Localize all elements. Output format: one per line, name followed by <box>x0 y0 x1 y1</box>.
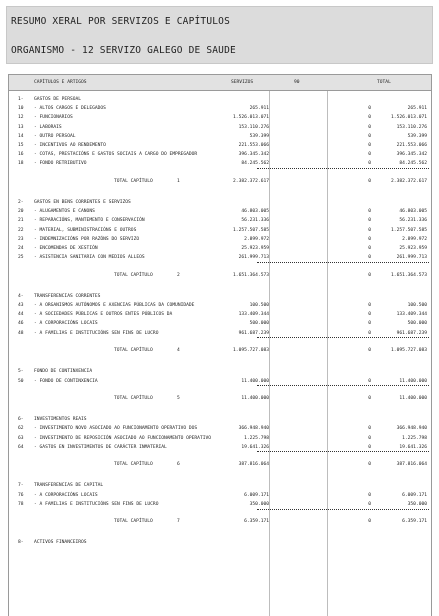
chapter-heading <box>9 292 431 301</box>
article-code: 12 <box>18 115 24 121</box>
article-description: - A FAMILIAS E INSTITUCIÓNS SEN FINS DE LUCRO <box>34 330 159 336</box>
value-total: 1.526.013.071 <box>391 115 427 121</box>
value-total: 2.899.972 <box>402 236 427 242</box>
value-col80: 0 <box>368 312 371 318</box>
chapter-total-number: 1 <box>177 178 180 184</box>
subtotal-separator <box>257 168 429 169</box>
table-row <box>9 500 431 509</box>
chapter-total-col90: 2.382.372.617 <box>233 178 269 184</box>
article-code: 15 <box>18 143 24 148</box>
table-row <box>9 104 431 113</box>
value-col90: 539.399 <box>249 133 269 139</box>
article-code: 24 <box>18 246 24 252</box>
value-col80: 0 <box>368 227 371 233</box>
header-total: TOTAL <box>377 80 391 85</box>
chapter-total-col80: 0 <box>368 396 371 401</box>
value-total: 6.009.171 <box>402 492 427 498</box>
chapter-heading <box>9 538 431 547</box>
value-col90: 84.245.562 <box>241 161 269 167</box>
article-description: - ALTOS CARGOS E DELEGADOS <box>34 106 106 112</box>
table-row <box>9 244 431 253</box>
table-row <box>9 216 431 225</box>
value-total: 1.257.507.585 <box>391 227 427 233</box>
table-row <box>9 113 431 122</box>
chapter-code: 2- <box>18 200 24 206</box>
chapter-total-value: 1.651.364.573 <box>391 272 427 278</box>
header-chapters: CAPÍTULOS E ARTIGOS <box>34 80 87 85</box>
article-description: - FUNCIONARIOS <box>34 115 73 121</box>
article-code: 25 <box>18 255 24 261</box>
chapter-title: INVESTIMENTOS REAIS <box>34 417 87 423</box>
subtotal-separator <box>257 451 429 452</box>
table-row <box>9 141 431 150</box>
article-code: 22 <box>18 227 24 233</box>
value-total: 261.999.713 <box>396 255 427 261</box>
article-description: - ASISTENCIA SANITARIA CON MEDIOS ALLEOS <box>34 255 145 261</box>
value-col90: 2.899.972 <box>244 236 269 242</box>
value-total: 350.000 <box>407 501 427 507</box>
article-code: 50 <box>18 378 24 384</box>
article-code: 43 <box>18 303 24 309</box>
article-description: - INDEMNIZACIÓNS POR RAZÓNS DO SERVIZO <box>34 236 140 242</box>
value-total: 11.400.000 <box>399 378 427 384</box>
chapter-title: GASTOS EN BENS CORRENTES E SERVIZOS <box>34 200 131 206</box>
article-code: 63 <box>18 435 24 441</box>
value-total: 84.245.562 <box>399 161 427 167</box>
chapter-code: 5- <box>18 369 24 375</box>
table-row <box>9 319 431 328</box>
value-col90: 11.400.000 <box>241 378 269 384</box>
chapter-total-row <box>9 177 431 186</box>
chapter-heading <box>9 198 431 207</box>
chapter-total-row <box>9 517 431 526</box>
chapter-code: 8- <box>18 540 24 546</box>
chapter-total-label: TOTAL CAPÍTULO <box>114 462 153 468</box>
chapter-total-col90: 11.400.000 <box>241 396 269 401</box>
chapter-total-number: 4 <box>177 348 180 354</box>
article-description: - INCENTIVOS AO RENDEMENTO <box>34 143 106 148</box>
value-total: 221.553.066 <box>396 143 427 148</box>
table-row <box>9 329 431 338</box>
value-col90: 366.948.940 <box>238 426 269 432</box>
article-code: 78 <box>18 501 24 507</box>
value-col90: 396.345.342 <box>238 152 269 158</box>
article-description: - COTAS, PRESTACIÓNS E GASTOS SOCIAIS A CARGO DO EMPREGADOR <box>34 152 198 158</box>
report-header <box>6 6 433 64</box>
chapter-total-value: 1.095.727.083 <box>391 348 427 354</box>
chapter-total-row <box>9 394 431 403</box>
article-code: 18 <box>18 161 24 167</box>
chapter-total-label: TOTAL CAPÍTULO <box>114 272 153 278</box>
chapter-total-col80: 0 <box>368 519 371 525</box>
table-row <box>9 443 431 452</box>
value-total: 133.409.344 <box>396 312 427 318</box>
article-code: 16 <box>18 152 24 158</box>
value-total: 56.231.336 <box>399 218 427 224</box>
chapter-total-label: TOTAL CAPÍTULO <box>114 396 153 401</box>
chapter-total-row <box>9 271 431 280</box>
header-col90: 90 <box>294 80 300 85</box>
value-col80: 0 <box>368 378 371 384</box>
value-col80: 0 <box>368 330 371 336</box>
article-code: 10 <box>18 106 24 112</box>
article-code: 76 <box>18 492 24 498</box>
article-description: - ALUGAMENTOS E CANONS <box>34 209 95 215</box>
value-total: 19.641.326 <box>399 444 427 450</box>
chapter-total-col80: 0 <box>368 272 371 278</box>
value-col90: 19.641.326 <box>241 444 269 450</box>
value-col90: 46.803.005 <box>241 209 269 215</box>
value-col80: 0 <box>368 133 371 139</box>
article-description: - LABORAIS <box>34 124 62 130</box>
value-total: 539.399 <box>407 133 427 139</box>
chapter-total-number: 5 <box>177 396 180 401</box>
value-col90: 100.500 <box>249 303 269 309</box>
value-col90: 6.009.171 <box>244 492 269 498</box>
article-description: - A SOCIEDADES PÚBLICAS E OUTROS ENTES PÚBLICOS DA <box>34 312 173 318</box>
chapter-total-label: TOTAL CAPÍTULO <box>114 519 153 525</box>
subtotal-separator <box>257 385 429 386</box>
value-col80: 0 <box>368 426 371 432</box>
chapter-title: TRANSFERENCIAS CORRENTES <box>34 293 101 299</box>
table-row <box>9 235 431 244</box>
chapter-title: ACTIVOS FINANCEIROS <box>34 540 87 546</box>
value-col80: 0 <box>368 209 371 215</box>
table-row <box>9 434 431 443</box>
value-total: 153.110.276 <box>396 124 427 130</box>
chapter-code: 4- <box>18 293 24 299</box>
article-description: - A CORPORACIÓNS LOCAIS <box>34 492 98 498</box>
value-col90: 961.687.239 <box>238 330 269 336</box>
value-col80: 0 <box>368 124 371 130</box>
value-col90: 56.231.336 <box>241 218 269 224</box>
value-col80: 0 <box>368 106 371 112</box>
article-description: - A ORGANISMOS AUTÓNOMOS E AXENCIAS PÚBLICAS DA COMUNIDADE <box>34 303 195 309</box>
value-col80: 0 <box>368 435 371 441</box>
value-total: 100.500 <box>407 303 427 309</box>
value-col80: 0 <box>368 236 371 242</box>
value-col90: 221.553.066 <box>238 143 269 148</box>
article-description: - A CORPORACIÓNS LOCAIS <box>34 321 98 327</box>
budget-table <box>8 74 432 616</box>
chapter-total-number: 6 <box>177 462 180 468</box>
chapter-total-number: 2 <box>177 272 180 278</box>
chapter-title: TRANSFERENCIAS DE CAPITAL <box>34 483 104 489</box>
value-total: 265.911 <box>407 106 427 112</box>
table-row <box>9 150 431 159</box>
table-row <box>9 132 431 141</box>
value-col90: 350.000 <box>249 501 269 507</box>
chapter-total-value: 2.382.372.617 <box>391 178 427 184</box>
value-col80: 0 <box>368 321 371 327</box>
article-code: 48 <box>18 330 24 336</box>
article-code: 13 <box>18 124 24 130</box>
chapter-title: GASTOS DE PERSOAL <box>34 97 82 102</box>
chapter-total-col90: 387.816.064 <box>238 462 269 468</box>
value-col80: 0 <box>368 303 371 309</box>
value-col80: 0 <box>368 444 371 450</box>
article-description: - REPARACIÓNS, MANTEMENTO E CONSERVACIÓN <box>34 218 145 224</box>
article-description: - ENCOMENDAS DE XESTIÓN <box>34 246 98 252</box>
value-col90: 265.911 <box>249 106 269 112</box>
value-col90: 133.409.344 <box>238 312 269 318</box>
value-col80: 0 <box>368 152 371 158</box>
chapter-total-value: 6.359.171 <box>402 519 427 525</box>
table-row <box>9 123 431 132</box>
table-row <box>9 424 431 433</box>
table-row <box>9 301 431 310</box>
value-total: 46.803.005 <box>399 209 427 215</box>
value-col80: 0 <box>368 218 371 224</box>
chapter-total-col80: 0 <box>368 348 371 354</box>
value-col80: 0 <box>368 161 371 167</box>
chapter-total-col90: 6.359.171 <box>244 519 269 525</box>
article-description: - FONDO DE CONTINXENCIA <box>34 378 98 384</box>
chapter-code: 6- <box>18 417 24 423</box>
article-code: 64 <box>18 444 24 450</box>
value-col90: 153.110.276 <box>238 124 269 130</box>
value-total: 500.000 <box>407 321 427 327</box>
chapter-total-row <box>9 346 431 355</box>
table-row <box>9 207 431 216</box>
value-total: 1.225.798 <box>402 435 427 441</box>
chapter-code: 1- <box>18 97 24 102</box>
chapter-total-label: TOTAL CAPÍTULO <box>114 348 153 354</box>
value-col90: 500.000 <box>249 321 269 327</box>
article-code: 46 <box>18 321 24 327</box>
subtotal-separator <box>257 509 429 510</box>
article-description: - A FAMILIAS E INSTITUCIÓNS SEN FINS DE LUCRO <box>34 501 159 507</box>
chapter-total-col90: 1.095.727.083 <box>233 348 269 354</box>
value-col80: 0 <box>368 246 371 252</box>
article-description: - GASTOS EN INVESTIMENTOS DE CARÁCTER INMATERIAL <box>34 444 167 450</box>
value-total: 961.687.239 <box>396 330 427 336</box>
value-col90: 1.225.798 <box>244 435 269 441</box>
header-services: SERVIZOS <box>231 80 254 85</box>
organism-title: ORGANISMO - 12 SERVIZO GALEGO DE SAUDE <box>11 45 236 56</box>
value-total: 396.345.342 <box>396 152 427 158</box>
value-col90: 25.923.959 <box>241 246 269 252</box>
chapter-total-row <box>9 460 431 469</box>
chapter-total-value: 11.400.000 <box>399 396 427 401</box>
value-col90: 1.526.013.071 <box>233 115 269 121</box>
subtotal-separator <box>257 262 429 263</box>
article-code: 21 <box>18 218 24 224</box>
chapter-code: 7- <box>18 483 24 489</box>
value-col80: 0 <box>368 115 371 121</box>
chapter-total-col80: 0 <box>368 462 371 468</box>
article-description: - INVESTIMENTO NOVO ASOCIADO AO FUNCIONAMENTO OPERATIVO DOS <box>34 426 198 432</box>
value-col80: 0 <box>368 255 371 261</box>
article-code: 20 <box>18 209 24 215</box>
chapter-total-label: TOTAL CAPÍTULO <box>114 178 153 184</box>
value-col90: 261.999.713 <box>238 255 269 261</box>
table-row <box>9 253 431 262</box>
value-total: 25.923.959 <box>399 246 427 252</box>
article-description: - FONDO RETRIBUTIVO <box>34 161 87 167</box>
value-total: 366.948.940 <box>396 426 427 432</box>
article-description: - INVESTIMENTO DE REPOSICIÓN ASOCIADO AO FUNCIONAMENTO OPERATIVO <box>34 435 212 441</box>
article-code: 44 <box>18 312 24 318</box>
table-row <box>9 491 431 500</box>
chapter-heading <box>9 481 431 490</box>
article-description: - OUTRO PERSOAL <box>34 133 76 139</box>
chapter-heading <box>9 367 431 376</box>
chapter-heading <box>9 415 431 424</box>
article-code: 23 <box>18 236 24 242</box>
table-row <box>9 377 431 386</box>
article-code: 14 <box>18 133 24 139</box>
chapter-total-col80: 0 <box>368 178 371 184</box>
subtotal-separator <box>257 337 429 338</box>
table-row <box>9 159 431 168</box>
chapter-total-col90: 1.651.364.573 <box>233 272 269 278</box>
article-code: 62 <box>18 426 24 432</box>
table-row <box>9 226 431 235</box>
article-description: - MATERIAL, SUBMINISTRACIÓNS E OUTROS <box>34 227 137 233</box>
value-col80: 0 <box>368 501 371 507</box>
chapter-title: FONDO DE CONTINXENCIA <box>34 369 93 375</box>
value-col90: 1.257.507.585 <box>233 227 269 233</box>
report-title: RESUMO XERAL POR SERVIZOS E CAPÍTULOS <box>11 16 231 27</box>
chapter-heading <box>9 95 431 104</box>
chapter-total-number: 7 <box>177 519 180 525</box>
chapter-total-value: 387.816.064 <box>396 462 427 468</box>
table-header <box>9 75 431 91</box>
value-col80: 0 <box>368 492 371 498</box>
value-col80: 0 <box>368 143 371 148</box>
table-row <box>9 310 431 319</box>
